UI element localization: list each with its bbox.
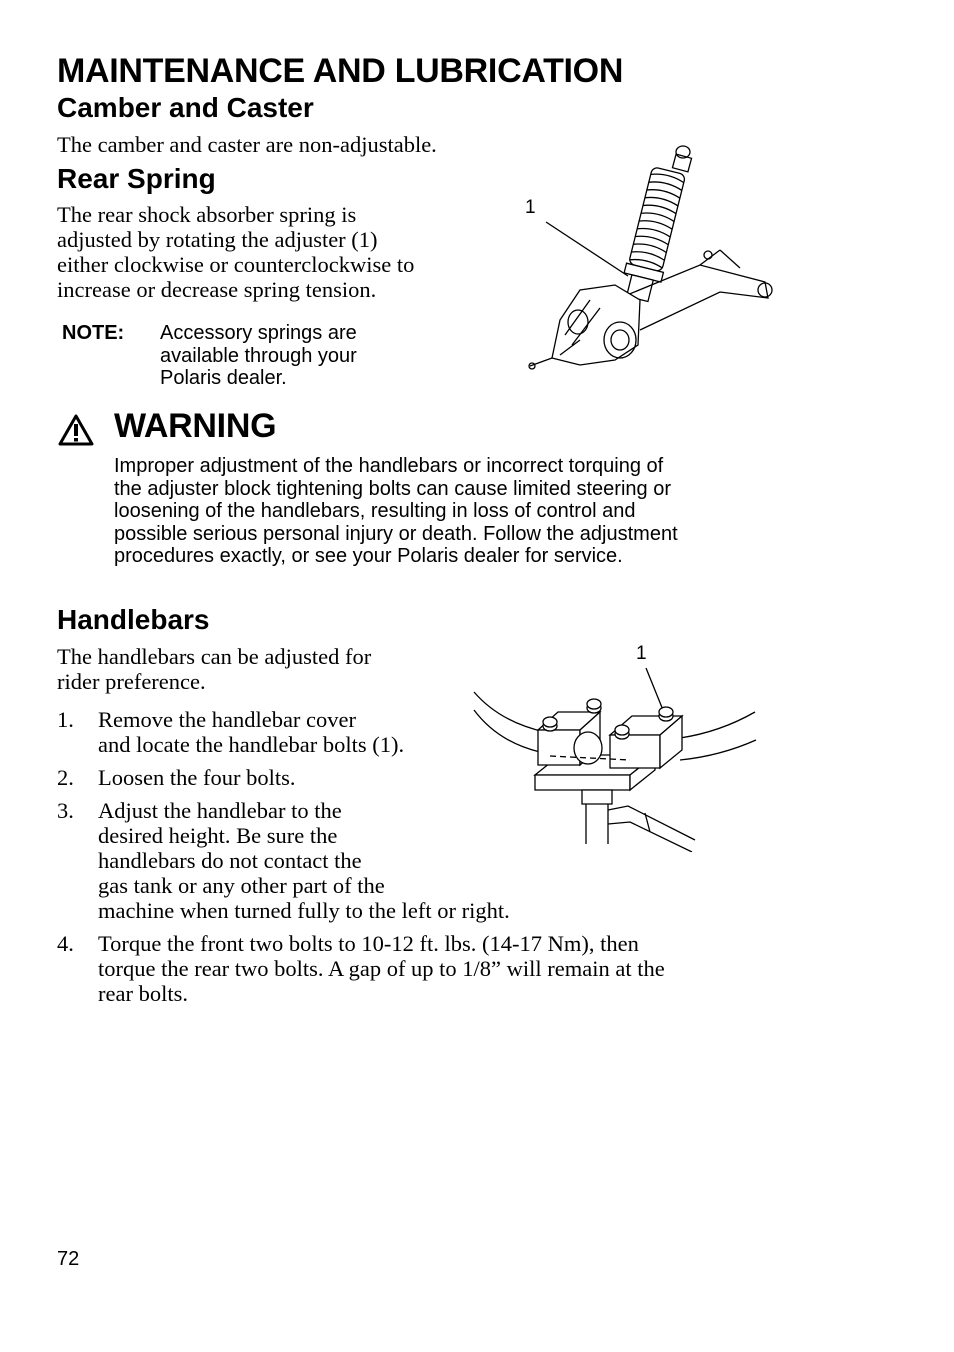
step-line: Loosen the four bolts. (98, 765, 296, 790)
step-item (57, 931, 777, 1006)
step-line: machine when turned fully to the left or right. (98, 898, 510, 923)
note-text (160, 322, 357, 390)
note-line: Polaris dealer. (160, 367, 287, 389)
page-title: MAINTENANCE AND LUBRICATION (57, 52, 624, 90)
note-line: Accessory springs are (160, 322, 357, 344)
handlebar-callout: 1 (636, 643, 647, 664)
page-number: 72 (57, 1248, 80, 1270)
step-line: handlebars do not contact the (98, 848, 362, 873)
step-line: and locate the handlebar bolts (1). (98, 732, 405, 757)
step-number: 3. (57, 798, 74, 823)
note-line: available through your (160, 344, 357, 367)
handlebar-clamp-illustration (470, 660, 760, 852)
warning-line: procedures exactly, or see your Polaris dealer for service. (114, 545, 623, 568)
step-line: Adjust the handlebar to the (98, 798, 342, 823)
step-number: 2. (57, 765, 74, 790)
handlebars-intro-line: rider preference. (57, 669, 206, 694)
step-line: Torque the front two bolts to 10-12 ft. lbs. (14-17 Nm), then (98, 931, 639, 956)
step-line: gas tank or any other part of the (98, 873, 385, 898)
step-line: rear bolts. (98, 981, 188, 1006)
step-number: 1. (57, 707, 74, 732)
rear-spring-line: adjusted by rotating the adjuster (1) (57, 227, 378, 252)
rear-spring-line: The rear shock absorber spring is (57, 202, 357, 227)
camber-text: The camber and caster are non-adjustable. (57, 132, 437, 157)
rear-spring-callout: 1 (525, 197, 536, 218)
rear-spring-line: either clockwise or counterclockwise to (57, 252, 415, 277)
warning-line: possible serious personal injury or death. Follow the adjustment (114, 522, 678, 545)
handlebars-intro-line: The handlebars can be adjusted for (57, 644, 372, 669)
note-label: NOTE: (62, 322, 125, 344)
warning-line: the adjuster block tightening bolts can cause limited steering or (114, 477, 671, 500)
handlebars-intro (57, 644, 371, 694)
warning-triangle-icon (58, 414, 94, 446)
warning-line: loosening of the handlebars, resulting in loss of control and (114, 500, 636, 523)
step-line: Remove the handlebar cover (98, 707, 357, 732)
step-line: torque the rear two bolts. A gap of up to 1/8” will remain at the (98, 956, 665, 981)
rear-shock-illustration (520, 140, 780, 380)
step-number: 4. (57, 931, 74, 956)
warning-text (114, 455, 678, 568)
step-line: desired height. Be sure the (98, 823, 338, 848)
rear-spring-paragraph (57, 202, 414, 302)
camber-heading: Camber and Caster (57, 92, 314, 123)
handlebars-heading: Handlebars (57, 604, 210, 635)
warning-title: WARNING (114, 407, 277, 445)
rear-spring-heading: Rear Spring (57, 163, 216, 194)
warning-line: Improper adjustment of the handlebars or incorrect torquing of (114, 455, 664, 477)
rear-spring-line: increase or decrease spring tension. (57, 277, 377, 302)
